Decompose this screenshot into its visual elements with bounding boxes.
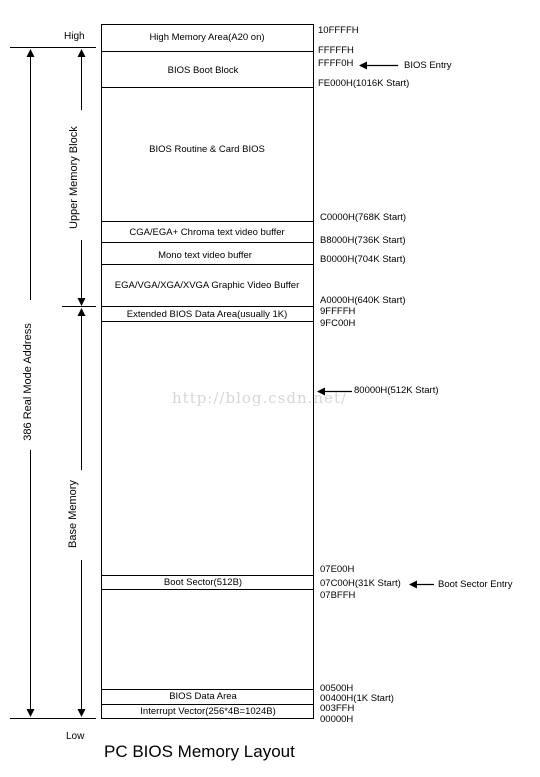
addr-80000h: 80000H(512K Start) [354, 385, 439, 396]
base-block-label: Base Memory [67, 480, 79, 548]
bios-entry-label: BIOS Entry [404, 60, 452, 71]
addr-10ffffh: 10FFFFH [318, 25, 359, 36]
addr-9fc00h: 9FC00H [320, 318, 356, 329]
region-interrupt-vector: Interrupt Vector(256*4B=1024B) [140, 706, 276, 717]
region-ega-vga-buffer: EGA/VGA/XGA/XVGA Graphic Video Buffer [114, 280, 300, 291]
upper-block-label: Upper Memory Block [68, 126, 80, 229]
region-mono-text-buffer: Mono text video buffer [158, 250, 252, 261]
addr-9ffffh: 9FFFFH [320, 306, 356, 317]
high-label: High [64, 31, 85, 42]
region-cga-ega-buffer: CGA/EGA+ Chroma text video buffer [129, 227, 285, 238]
boot-sector-entry-label: Boot Sector Entry [438, 579, 513, 590]
axis-label: 386 Real Mode Address [22, 323, 34, 441]
addr-fffffh: FFFFFH [318, 45, 354, 56]
addr-a0000h: A0000H(640K Start) [320, 295, 406, 306]
diagram-title: PC BIOS Memory Layout [104, 742, 295, 761]
addr-b0000h: B0000H(704K Start) [320, 254, 406, 265]
addr-003ffh: 003FFH [320, 703, 355, 714]
region-high-memory-area: High Memory Area(A20 on) [149, 32, 265, 43]
addr-07c00h: 07C00H(31K Start) [320, 578, 401, 589]
addr-00400h: 00400H(1K Start) [320, 693, 394, 704]
region-extended-bios-data: Extended BIOS Data Area(usually 1K) [126, 309, 288, 320]
region-boot-sector: Boot Sector(512B) [163, 577, 243, 588]
addr-00500h: 00500H [320, 683, 354, 694]
addr-ffff0h: FFFF0H [318, 58, 354, 69]
low-label: Low [66, 731, 85, 742]
addr-b8000h: B8000H(736K Start) [320, 235, 406, 246]
addr-c0000h: C0000H(768K Start) [320, 212, 407, 223]
region-bios-boot-block: BIOS Boot Block [167, 65, 239, 76]
memory-map-box [102, 25, 314, 719]
addr-07bffh: 07BFFH [320, 590, 356, 601]
addr-00000h: 00000H [320, 714, 354, 725]
watermark: http://blog.csdn.net/ [172, 389, 348, 407]
addr-07e00h: 07E00H [320, 564, 355, 575]
addr-fe000h: FE000H(1016K Start) [318, 78, 410, 89]
region-bios-routine: BIOS Routine & Card BIOS [149, 144, 265, 155]
region-bios-data-area: BIOS Data Area [169, 691, 237, 702]
